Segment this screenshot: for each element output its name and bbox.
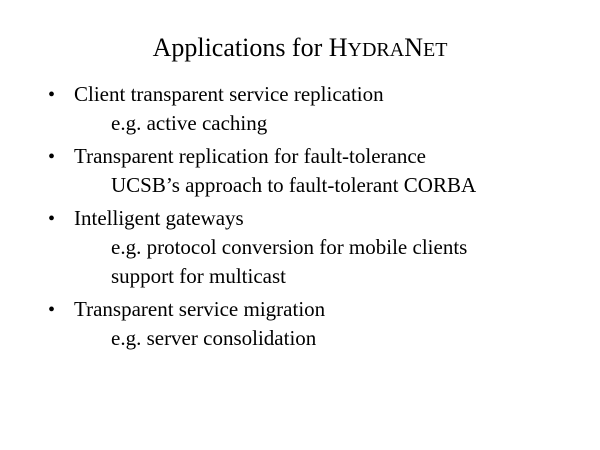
bullet-text: Transparent replication for fault-tolerance [74,144,426,168]
bullet-icon: • [48,208,56,230]
bullet-subline: UCSB’s approach to fault-tolerant CORBA [111,173,477,197]
title-smallcaps-1: YDRA [347,39,405,61]
title-smallcaps-2: ET [422,39,448,61]
bullet-subline: e.g. protocol conversion for mobile clients [111,235,468,259]
bullet-item [48,80,476,138]
bullet-item [48,142,476,200]
bullet-item [48,295,476,353]
bullet-subline: e.g. server consolidation [111,326,317,350]
bullet-list [48,80,476,353]
bullet-text: Client transparent service replication [74,82,384,106]
bullet-item [48,204,476,291]
bullet-icon: • [48,299,56,321]
bullet-icon: • [48,84,56,106]
title-mid: N [404,33,423,62]
title-prefix: Applications for H [152,33,348,62]
bullet-subline: e.g. active caching [111,111,268,135]
bullet-text: Intelligent gateways [74,206,244,230]
bullet-text: Transparent service migration [74,297,326,321]
bullet-icon: • [48,146,56,168]
bullet-subline: support for multicast [111,264,286,288]
slide-title [0,31,600,67]
